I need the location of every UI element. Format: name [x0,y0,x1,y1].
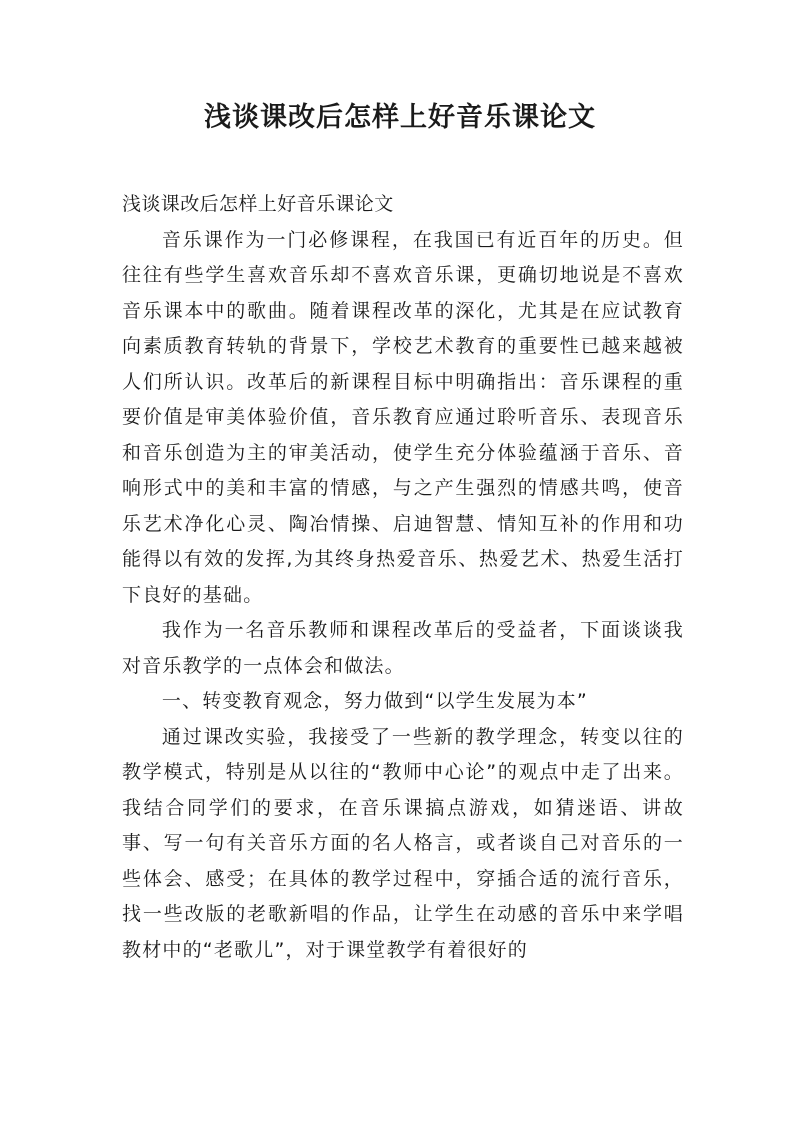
document-subtitle: 浅谈课改后怎样上好音乐课论文 [122,193,394,215]
document-title: 浅谈课改后怎样上好音乐课论文 [204,102,596,133]
section-heading-1: 一、转变教育观念，努力做到“以学生发展为本” [161,690,588,712]
paragraph-reform: 通过课改实验，我接受了一些新的教学理念，转变以往的教学模式，特别是从以往的“教师中心论”的观点中走了出来。我结合同学们的要求，在音乐课搞点游戏，如猜迷语、讲故事、写一句有关音乐方面的名人格言，或者谈自己对音乐的一些体会、感受；在具体的教学过程中，穿插合适的流行音乐，找一些改版的老歌新唱的作品，让学生在动感的音乐中来学唱教材中的“老歌儿”，对于课堂教学有着很好的 [122,725,684,961]
document-body [122,187,684,968]
paragraph-teacher: 我作为一名音乐教师和课程改革后的受益者，下面谈谈我对音乐教学的一点体会和做法。 [122,619,684,677]
paragraph-intro: 音乐课作为一门必修课程，在我国已有近百年的历史。但往往有些学生喜欢音乐却不喜欢音乐课，更确切地说是不喜欢音乐课本中的歌曲。随着课程改革的深化，尤其是在应试教育向素质教育转轨的背景下，学校艺术教育的重要性已越来越被人们所认识。改革后的新课程目标中明确指出：音乐课程的重要价值是审美体验价值，音乐教育应通过聆听音乐、表现音乐和音乐创造为主的审美活动，使学生充分体验蕴涵于音乐、音响形式中的美和丰富的情感，与之产生强烈的情感共鸣，使音乐艺术净化心灵、陶冶情操、启迪智慧、情知互补的作用和功能得以有效的发挥,为其终身热爱音乐、热爱艺术、热爱生活打下良好的基础。 [122,228,684,606]
